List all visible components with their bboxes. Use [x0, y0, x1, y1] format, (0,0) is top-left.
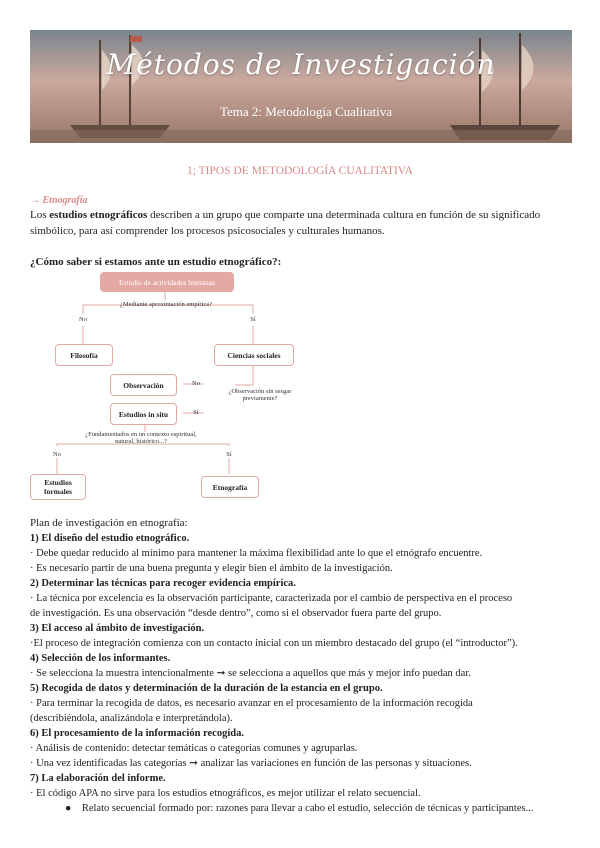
etnografia-label: → Etnografía	[30, 195, 88, 206]
plan-step-title: 6) El procesamiento de la información recogida.	[30, 728, 244, 739]
question-empirical: ¿Mediante aproximación empírica?	[119, 301, 213, 308]
ship-painting-image	[30, 30, 572, 143]
label-si: Sí	[226, 451, 232, 458]
plan-step-title: 5) Recogida de datos y determinación de la duración de la estancia en el grupo.	[30, 683, 383, 694]
header-banner	[30, 30, 572, 143]
plan-step-title: 2) Determinar las técnicas para recoger evidencia empírica.	[30, 578, 296, 589]
question-unbiased: ¿Observación sin sesgar previamente?	[228, 388, 292, 402]
paragraph-text: describen a un grupo que comparte una determinada cultura en función de su significado simbólico, para así comprender los procesos psicosociales y culturales humanos.	[30, 209, 541, 237]
plan-step-title: 4) Selección de los informantes.	[30, 653, 171, 664]
plan-step-text: · Se selecciona la muestra intencionalmente ➞ se selecciona a aquellos que más y mejor info puedan dar.	[30, 668, 471, 679]
paragraph-text: Los	[30, 209, 50, 221]
node-etnografia: Etnografía	[201, 476, 259, 498]
plan-step-text: de investigación. Es una observación “desde dentro”, como si el observador fuera parte del grupo.	[30, 608, 442, 619]
plan-step-text: · Es necesario partir de una buena pregunta y elegir bien el ámbito de la investigación.	[30, 563, 393, 574]
label-si: Sí	[193, 409, 199, 416]
label-no: No	[79, 316, 87, 323]
label-no: No	[192, 380, 200, 387]
plan-step-title: 1) El diseño del estudio etnográfico.	[30, 533, 190, 544]
plan-step-text: (describiéndola, analizándola e interpretándola).	[30, 713, 233, 724]
plan-step-text: · Una vez identificadas las categorías ➞ analizar las variaciones en función de las personas y situaciones.	[30, 758, 472, 769]
plan-step-text: ·El proceso de integración comienza con un contacto inicial con un miembro destacado del grupo (el “introductor”).	[30, 638, 518, 649]
diagram-connectors	[0, 268, 600, 508]
plan-intro: Plan de investigación en etnografía:	[30, 517, 188, 529]
node-estudios-formales: Estudios formales	[30, 474, 86, 500]
plan-bullet: ● Relato secuencial formado por: razones para llevar a cabo el estudio, selección de técnicas y participantes...	[65, 803, 534, 814]
node-filosofia: Filosofía	[55, 344, 113, 366]
plan-step-title: 7) La elaboración del informe.	[30, 773, 166, 784]
plan-step-text: · La técnica por excelencia es la observación participante, caracterizada por el cambio de perspectiva en el proceso	[30, 593, 513, 604]
paragraph-bold-term: estudios etnográficos	[49, 209, 148, 221]
node-estudios-in-situ: Estudios in situ	[110, 403, 177, 425]
flow-diagram	[0, 268, 600, 508]
plan-step-text: · El código APA no sirve para los estudios etnográficos, es mejor utilizar el relato secuencial.	[30, 788, 421, 799]
etnografia-paragraph	[30, 207, 575, 239]
label-si: Sí	[250, 316, 256, 323]
diagram-question: ¿Cómo saber si estamos ante un estudio etnográfico?:	[30, 256, 282, 268]
document-title: Métodos de Investigación	[106, 48, 496, 81]
plan-step-text: · Debe quedar reducido al mínimo para mantener la máxima flexibilidad ante lo que el etnógrafo encuentre.	[30, 548, 483, 559]
plan-step-text: · Para terminar la recogida de datos, es necesario avanzar en el procesamiento de la información recogida	[30, 698, 473, 709]
plan-step-title: 3) El acceso al ámbito de investigación.	[30, 623, 205, 634]
label-no: No	[53, 451, 61, 458]
plan-bullet-text: Relato secuencial formado por: razones para llevar a cabo el estudio, selección de técnicas y participantes...	[81, 803, 534, 814]
node-observacion: Observación	[110, 374, 177, 396]
research-plan	[30, 516, 590, 816]
node-ciencias-sociales: Ciencias sociales	[214, 344, 294, 366]
document-subtitle: Tema 2: Metodología Cualitativa	[219, 104, 392, 119]
question-context: ¿Fundamentados en un contexto espiritual, natural, histórico...?	[85, 431, 197, 445]
section-title: 1; TIPOS DE METODOLOGÍA CUALITATIVA	[187, 165, 413, 177]
plan-step-text: · Análisis de contenido: detectar temáticas o categorías comunes y agruparlas.	[30, 743, 358, 754]
root-node: Estudio de actividades humanas	[100, 272, 234, 292]
